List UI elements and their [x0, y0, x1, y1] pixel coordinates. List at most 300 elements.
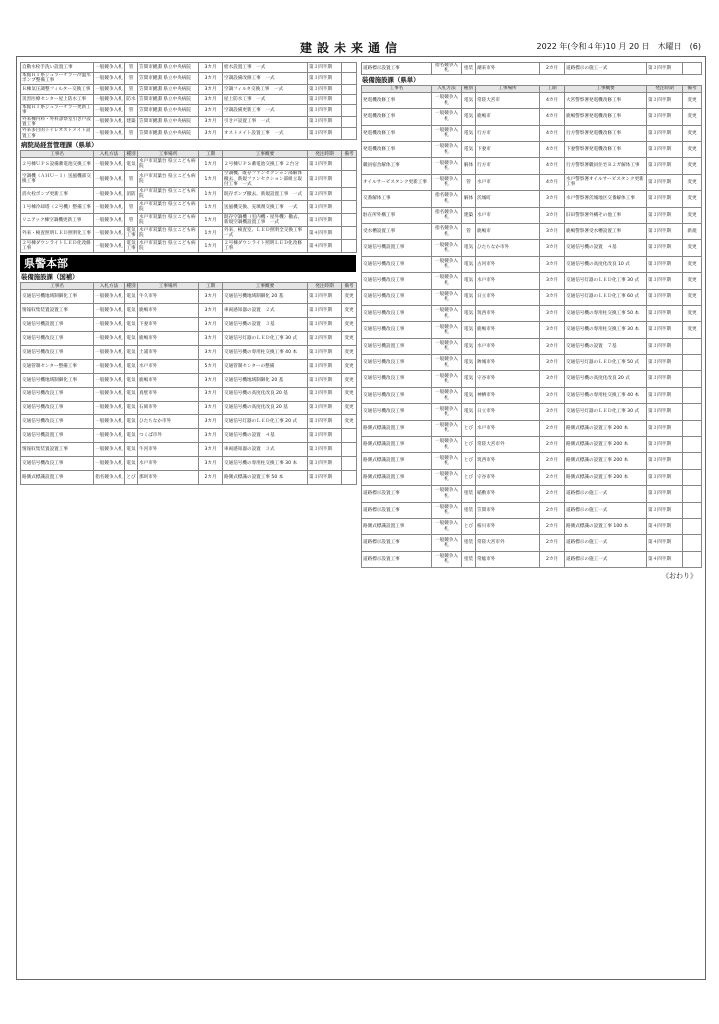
cell-location: 笠間市鯉淵 県立中央病院: [138, 128, 199, 140]
cell-bid-method: 一般競争入札: [94, 373, 125, 387]
cell-duration: 3カ月: [199, 290, 223, 304]
cell-bid-method: 一般競争入札: [432, 469, 462, 485]
cell-order-period: 第４四半期: [308, 240, 342, 253]
section-kuni-heading: 装備施設課（国補）: [21, 273, 79, 282]
cell-remarks: [683, 338, 702, 354]
cell-order-period: 第３四半期: [647, 289, 683, 305]
cell-duration: 3カ月: [199, 304, 223, 318]
cell-duration: 2カ月: [199, 471, 223, 485]
cell-location: 水戸市双葉台 県立こども病院: [138, 201, 199, 214]
table-row: [21, 171, 357, 188]
cell-duration: 3カ月: [540, 305, 565, 321]
cell-summary: 路側式標識の設置工事 50 本: [223, 471, 308, 485]
cell-location: 日立市外: [476, 404, 540, 420]
cell-summary: 交通信号灯器のＬＥＤ化工事 60 式: [565, 289, 647, 305]
cell-work-type: 管: [125, 104, 138, 116]
cell-remarks: 変更: [683, 158, 702, 174]
cell-order-period: 第３四半期: [647, 207, 683, 223]
cell-bid-method: 一般競争入札: [432, 535, 462, 551]
cell-order-period: 第３四半期: [647, 240, 683, 256]
cell-project-name: 交通信号機設置工事: [362, 338, 432, 354]
cell-project-name: 交通信号機設置工事: [21, 429, 94, 443]
cell-location: 日立市外: [476, 289, 540, 305]
cell-work-type: 電気: [125, 359, 138, 373]
cell-order-period: 第３四半期: [647, 420, 683, 436]
cell-summary: 交通信号機地域制御化 20 基: [223, 290, 308, 304]
cell-summary: 交通信号機の専用柱交換工事 50 本: [565, 305, 647, 321]
table-row: [21, 84, 357, 94]
cell-summary: オストメイト設置工事 一式: [223, 128, 308, 140]
table-ken: [361, 85, 702, 568]
column-header-duration: 工期: [199, 283, 223, 290]
cell-project-name: 路側式標識設置工事: [362, 518, 432, 534]
cell-work-type: 電気: [462, 125, 476, 141]
cell-location: 水戸市双葉台 県立こども病院: [138, 158, 199, 171]
cell-project-name: 外来多目的トイレオストメイト設置工事: [21, 128, 94, 140]
cell-project-name: 交通信号機設置工事: [362, 240, 432, 256]
table-row: [362, 141, 702, 157]
table-row: [21, 116, 357, 128]
cell-remarks: [342, 214, 357, 227]
cell-remarks: [683, 535, 702, 551]
cell-work-type: 電気: [125, 304, 138, 318]
cell-order-period: 第３四半期: [308, 116, 342, 128]
cell-duration: 1カ月: [199, 227, 223, 240]
cell-project-name: 道路標示設置工事: [362, 502, 432, 518]
cell-project-name: 交通信号機改良工事: [21, 457, 94, 471]
cell-summary: 路側式標識の設置工事 200 本: [565, 453, 647, 469]
cell-order-period: 第３四半期: [308, 158, 342, 171]
cell-order-period: 第３四半期: [308, 332, 342, 346]
cell-remarks: [683, 420, 702, 436]
cell-order-period: 第３四半期: [308, 471, 342, 485]
table-row: [21, 94, 357, 104]
cell-location: 桜川市外: [476, 518, 540, 534]
cell-bid-method: 一般競争入札: [432, 518, 462, 534]
cell-bid-method: 一般競争入札: [432, 141, 462, 157]
cell-work-type: 管: [462, 174, 476, 190]
cell-duration: 1カ月: [199, 188, 223, 201]
cell-remarks: [683, 502, 702, 518]
cell-remarks: 変更: [342, 290, 357, 304]
cell-summary: 空調フィルタ交換工事 一式: [223, 84, 308, 94]
cell-duration: 2カ月: [540, 502, 565, 518]
cell-location: 牛久市外: [138, 290, 199, 304]
cell-location: 水戸市外: [138, 359, 199, 373]
table-row: [362, 355, 702, 371]
table-row: [362, 273, 702, 289]
cell-location: 常陸大宮市外: [476, 437, 540, 453]
cell-order-period: 第３四半期: [647, 355, 683, 371]
cell-project-name: 発電機改修工事: [362, 109, 432, 125]
cell-location: 水戸市外: [138, 457, 199, 471]
table-row: [362, 453, 702, 469]
cell-location: 守谷市外: [476, 469, 540, 485]
cell-duration: 3カ月: [540, 207, 565, 223]
table-row: [362, 223, 702, 239]
cell-project-name: リニアック棟空調機更新工事: [21, 214, 94, 227]
cell-work-type: 電気工事: [126, 241, 136, 252]
cell-project-name: 自動水栓手洗い設置工事: [21, 63, 94, 73]
cell-project-name: 情報収集装置設置工事: [21, 304, 94, 318]
cell-location: 古河市外: [476, 256, 540, 272]
cell-location: 笠間市外: [476, 502, 540, 518]
cell-bid-method: 一般競争入札: [94, 128, 125, 140]
cell-duration: 3カ月: [199, 401, 223, 415]
cell-duration: 3カ月: [540, 289, 565, 305]
cell-project-name: 災害医療センター屋上防水工事: [21, 94, 94, 104]
cell-bid-method: 一般競争入札: [94, 214, 125, 227]
cell-duration: 2カ月: [540, 535, 565, 551]
cell-order-period: 第３四半期: [308, 171, 342, 188]
cell-duration: 3カ月: [199, 332, 223, 346]
table-row: [362, 371, 702, 387]
cell-location: 筑西市外: [476, 305, 540, 321]
table-row: [21, 359, 357, 373]
newspaper-title: 建設未来通信: [300, 41, 403, 55]
table-row: [362, 92, 702, 108]
cell-remarks: 変更: [342, 359, 357, 373]
cell-project-name: 交通信号機改良工事: [21, 346, 94, 360]
cell-summary: 車両感知器の設置 ３式: [223, 443, 308, 457]
cell-work-type: 電気: [462, 92, 476, 108]
table-row: [362, 387, 702, 403]
cell-remarks: 変更: [342, 373, 357, 387]
cell-bid-method: 一般競争入札: [94, 188, 125, 201]
cell-project-name: 交通信号機改良工事: [362, 305, 432, 321]
cell-duration: 3カ月: [540, 191, 565, 207]
cell-summary: 交通信号灯器のＬＥＤ化工事 30 式: [223, 332, 308, 346]
table-row: [362, 535, 702, 551]
table-row: [21, 128, 357, 140]
cell-work-type: 電気: [462, 289, 476, 305]
cell-duration: 1カ月: [199, 240, 223, 253]
cell-work-type: 消防: [125, 188, 138, 201]
cell-project-name: 交通信号機改良工事: [362, 273, 432, 289]
cell-summary: 路側式標識の設置工事 200 本: [565, 437, 647, 453]
cell-summary: 交通信号機地域制御化 20 基: [223, 373, 308, 387]
cell-remarks: 変更: [683, 207, 702, 223]
cell-work-type: 電気: [462, 338, 476, 354]
cell-bid-method: 一般競争入札: [432, 338, 462, 354]
cell-order-period: 第３四半期: [647, 404, 683, 420]
cell-duration: 3カ月: [199, 373, 223, 387]
column-header-work-type: 種別: [126, 283, 136, 289]
cell-location: 牛河市外: [138, 443, 199, 457]
cell-summary: 交通信号機の高度化改良 20 基: [223, 387, 308, 401]
column-header-bid-method: 入札方法: [432, 85, 462, 92]
cell-project-name: 路側式標識設置工事: [362, 420, 432, 436]
cell-work-type: とび: [462, 518, 476, 534]
cell-work-type: 電気: [125, 443, 138, 457]
cell-duration: 2カ月: [540, 518, 565, 534]
cell-duration: 3カ月: [540, 322, 565, 338]
table-row: [362, 289, 702, 305]
cell-remarks: [342, 457, 357, 471]
cell-order-period: 第３四半期: [647, 92, 683, 108]
cell-work-type: 解体: [462, 191, 476, 207]
table-row: [21, 415, 357, 429]
cell-summary: 行方警察署職員住宅Ｂ２ガ解体工事: [565, 158, 647, 174]
cell-work-type: 電気: [462, 355, 476, 371]
cell-project-name: 外来棟内科・外科診察室引き戸設置工事: [21, 116, 94, 128]
column-header-summary: 工事概要: [223, 151, 308, 158]
cell-order-period: 第３四半期: [647, 141, 683, 157]
cell-summary: 道路標示の施工一式: [565, 63, 647, 75]
cell-project-name: 発電機改修工事: [362, 125, 432, 141]
cell-bid-method: 一般競争入札: [94, 227, 125, 240]
table-row: [21, 214, 357, 227]
table-row: [362, 404, 702, 420]
cell-work-type: 電気: [462, 404, 476, 420]
cell-bid-method: 一般競争入札: [94, 304, 125, 318]
cell-order-period: 第３四半期: [647, 305, 683, 321]
cell-project-name: Ｒ棟気圧調整フィルター交換工事: [21, 84, 94, 94]
cell-bid-method: 一般競争入札: [94, 201, 125, 214]
cell-order-period: 第３四半期: [647, 322, 683, 338]
table-row: [21, 471, 357, 485]
column-header-location: 工事場所: [476, 85, 540, 92]
cell-location: 笠間市鯉淵 県立中央病院: [138, 73, 199, 85]
cell-order-period: 第３四半期: [647, 338, 683, 354]
cell-order-period: 第４四半期: [308, 227, 342, 240]
page-header: [20, 39, 705, 53]
cell-summary: 交通信号灯器のＬＥＤ化工事 50 式: [565, 355, 647, 371]
cell-location: 常陸大宮市: [476, 92, 540, 108]
cell-order-period: 第３四半期: [308, 94, 342, 104]
cell-bid-method: 一般競争入札: [432, 387, 462, 403]
cell-location: 水戸市外: [476, 273, 540, 289]
cell-order-period: 第３四半期: [308, 318, 342, 332]
cell-bid-method: 一般競争入札: [432, 502, 462, 518]
cell-work-type: とび: [125, 471, 138, 485]
cell-project-name: 交通信号機改良工事: [362, 256, 432, 272]
cell-work-type: 電気: [462, 322, 476, 338]
cell-duration: 2カ月: [540, 551, 565, 567]
cell-project-name: 交通信号機地域制御化工事: [21, 373, 94, 387]
column-header-duration: 工期: [199, 151, 223, 158]
cell-remarks: 変更: [683, 109, 702, 125]
cell-summary: 路側式標識の設置工事 200 本: [565, 420, 647, 436]
cell-remarks: 変更: [683, 305, 702, 321]
cell-order-period: 第３四半期: [308, 304, 342, 318]
cell-work-type: 塗装: [462, 502, 476, 518]
cell-work-type: 防水: [125, 94, 138, 104]
table-kuni: [20, 282, 357, 484]
cell-order-period: 第３四半期: [308, 73, 342, 85]
cell-work-type: 解体: [462, 158, 476, 174]
cell-duration: 1カ月: [199, 158, 223, 171]
table-row: [362, 551, 702, 567]
cell-bid-method: 一般競争入札: [432, 174, 462, 190]
cell-summary: 交通信号機の設置 ４基: [223, 429, 308, 443]
cell-summary: 旧田警察署外構その他工事: [565, 207, 647, 223]
cell-duration: 3カ月: [540, 404, 565, 420]
cell-bid-method: 一般競争入札: [432, 273, 462, 289]
cell-order-period: 第３四半期: [647, 371, 683, 387]
cell-project-name: １号棟冷却塔（２号機）整備工事: [21, 201, 94, 214]
cell-remarks: [342, 201, 357, 214]
cell-work-type: とび: [462, 469, 476, 485]
cell-bid-method: 一般競争入札: [94, 104, 125, 116]
cell-project-name: 交通信号機改良工事: [362, 322, 432, 338]
cell-location: 潮来市外: [476, 63, 540, 75]
cell-work-type: とび: [462, 420, 476, 436]
cell-bid-method: 一般競争入札: [432, 355, 462, 371]
cell-duration: 3カ月: [199, 387, 223, 401]
table-row: [21, 73, 357, 85]
cell-work-type: 電気: [125, 346, 138, 360]
cell-project-name: 道路標示設置工事: [362, 535, 432, 551]
cell-work-type: 電気: [125, 318, 138, 332]
cell-location: 行方市: [476, 158, 540, 174]
cell-project-name: 受水槽設置工事: [362, 223, 432, 239]
cell-project-name: 交通信号機設置工事: [21, 318, 94, 332]
cell-remarks: 変更: [342, 346, 357, 360]
cell-remarks: [683, 518, 702, 534]
cell-work-type: 塗装: [462, 535, 476, 551]
cell-summary: 屋上防水工事 一式: [223, 94, 308, 104]
column-header-summary: 工事概要: [565, 85, 647, 92]
section-ken-heading: 装備施設課（県単）: [362, 75, 420, 84]
cell-duration: 3カ月: [540, 256, 565, 272]
cell-project-name: 路側式標識設置工事: [362, 453, 432, 469]
cell-summary: 水戸警察署茨城地区交番解体工事: [565, 191, 647, 207]
cell-remarks: 変更: [683, 174, 702, 190]
cell-location: 常総市外: [476, 551, 540, 567]
cell-order-period: 第３四半期: [647, 191, 683, 207]
cell-location: 水戸市: [476, 207, 540, 223]
table-row: [21, 201, 357, 214]
cell-order-period: 第３四半期: [647, 109, 683, 125]
cell-summary: ２号棟ＵＰＳ蓄電池交換工事 ２台分: [223, 158, 308, 171]
cell-order-period: 第４四半期: [647, 551, 683, 567]
cell-project-name: 駐在所外構工事: [362, 207, 432, 223]
cell-bid-method: 指名競争入札: [432, 191, 462, 207]
cell-remarks: [342, 128, 357, 140]
cell-work-type: 管: [125, 171, 138, 188]
cell-location: 筑西市外: [476, 453, 540, 469]
cell-location: 下妻市外: [138, 318, 199, 332]
cell-remarks: [683, 387, 702, 403]
table-row: [362, 338, 702, 354]
cell-bid-method: 一般競争入札: [94, 387, 125, 401]
cell-summary: 交通信号機の設置 ３基: [223, 318, 308, 332]
cell-bid-method: 一般競争入札: [432, 305, 462, 321]
table-row: [362, 420, 702, 436]
cell-duration: 4カ月: [540, 174, 565, 190]
table-row: [362, 207, 702, 223]
column-header-bid-method: 入札方法: [94, 151, 125, 158]
cell-remarks: 変更: [342, 415, 357, 429]
cell-bid-method: 一般競争入札: [94, 116, 125, 128]
table-row: [21, 457, 357, 471]
cell-work-type: 電気: [125, 429, 138, 443]
cell-location: 稲敷市外: [476, 486, 540, 502]
cell-bid-method: 一般競争入札: [432, 158, 462, 174]
cell-duration: 3カ月: [540, 273, 565, 289]
cell-duration: 3カ月: [540, 240, 565, 256]
cell-location: 水戸市: [476, 174, 540, 190]
cell-duration: 2カ月: [540, 469, 565, 485]
column-header-project-name: 工事名: [362, 85, 432, 92]
cell-duration: 3カ月: [199, 346, 223, 360]
cell-duration: 3カ月: [199, 429, 223, 443]
cell-work-type: 塗装: [462, 486, 476, 502]
cell-location: 笠間市鯉淵 県立中央病院: [138, 104, 199, 116]
cell-work-type: 電気: [125, 290, 138, 304]
cell-order-period: 第３四半期: [308, 429, 342, 443]
cell-duration: 4カ月: [540, 92, 565, 108]
cell-duration: 4カ月: [540, 158, 565, 174]
column-header-project-name: 工事名: [21, 283, 94, 290]
cell-duration: 3カ月: [199, 94, 223, 104]
table-row: [21, 240, 357, 253]
cell-remarks: 変更: [683, 240, 702, 256]
table-row: [21, 373, 357, 387]
cell-work-type: 塗装: [462, 551, 476, 567]
table-row: [21, 290, 357, 304]
cell-project-name: オイルサービスタンク更新工事: [362, 174, 432, 190]
table-row: [362, 125, 702, 141]
cell-bid-method: 一般競争入札: [432, 256, 462, 272]
cell-location: 水戸市外: [476, 338, 540, 354]
cell-bid-method: 一般競争入札: [432, 109, 462, 125]
cell-work-type: 電気工事: [126, 228, 136, 239]
cell-location: 真壁市外: [138, 387, 199, 401]
cell-bid-method: 一般競争入札: [94, 401, 125, 415]
table-row: [21, 443, 357, 457]
cell-remarks: [683, 63, 702, 75]
cell-summary: 引き戸設置工事 一式: [223, 116, 308, 128]
column-header-order-period: 発注時期: [308, 151, 342, 158]
section-band-prefectural-police: 県警本部: [20, 255, 356, 272]
cell-duration: 3カ月: [199, 443, 223, 457]
cell-remarks: 変更: [683, 191, 702, 207]
cell-summary: 既存ポンプ撤去、新規設置工事 一式: [223, 188, 308, 201]
table-row: [362, 158, 702, 174]
cell-project-name: 交通信号機改良工事: [21, 401, 94, 415]
cell-duration: 3カ月: [199, 104, 223, 116]
cell-project-name: ２号棟ＵＰＳ設備蓄電池交換工事: [21, 158, 94, 171]
cell-location: 鹿嶋市外: [476, 322, 540, 338]
cell-duration: 2カ月: [540, 63, 565, 75]
cell-remarks: [683, 469, 702, 485]
table-row: [21, 346, 357, 360]
cell-bid-method: 一般競争入札: [94, 171, 125, 188]
left-column: [20, 62, 356, 485]
cell-duration: 2カ月: [540, 486, 565, 502]
cell-project-name: 交番解体工事: [362, 191, 432, 207]
cell-remarks: 変更: [342, 401, 357, 415]
cell-remarks: [342, 158, 357, 171]
cell-work-type: 電気: [125, 373, 138, 387]
cell-project-name: 本館ＲＩ系ジュラーチラー冷温水ポンプ整備工事: [21, 73, 94, 85]
table-row: [21, 387, 357, 401]
table-row: [21, 158, 357, 171]
cell-bid-method: 一般競争入札: [94, 457, 125, 471]
cell-order-period: 第３四半期: [647, 174, 683, 190]
cell-bid-method: 一般競争入札: [432, 437, 462, 453]
cell-summary: 交通信号機の専用柱交換工事 40 本: [565, 387, 647, 403]
cell-location: ひたちなか市外: [476, 240, 540, 256]
cell-order-period: 第３四半期: [308, 201, 342, 214]
cell-remarks: [342, 116, 357, 128]
table-row: [362, 63, 702, 75]
cell-location: 水戸市双葉台 県立こども病院: [138, 227, 199, 240]
cell-duration: 3カ月: [540, 371, 565, 387]
cell-duration: 3カ月: [540, 223, 565, 239]
